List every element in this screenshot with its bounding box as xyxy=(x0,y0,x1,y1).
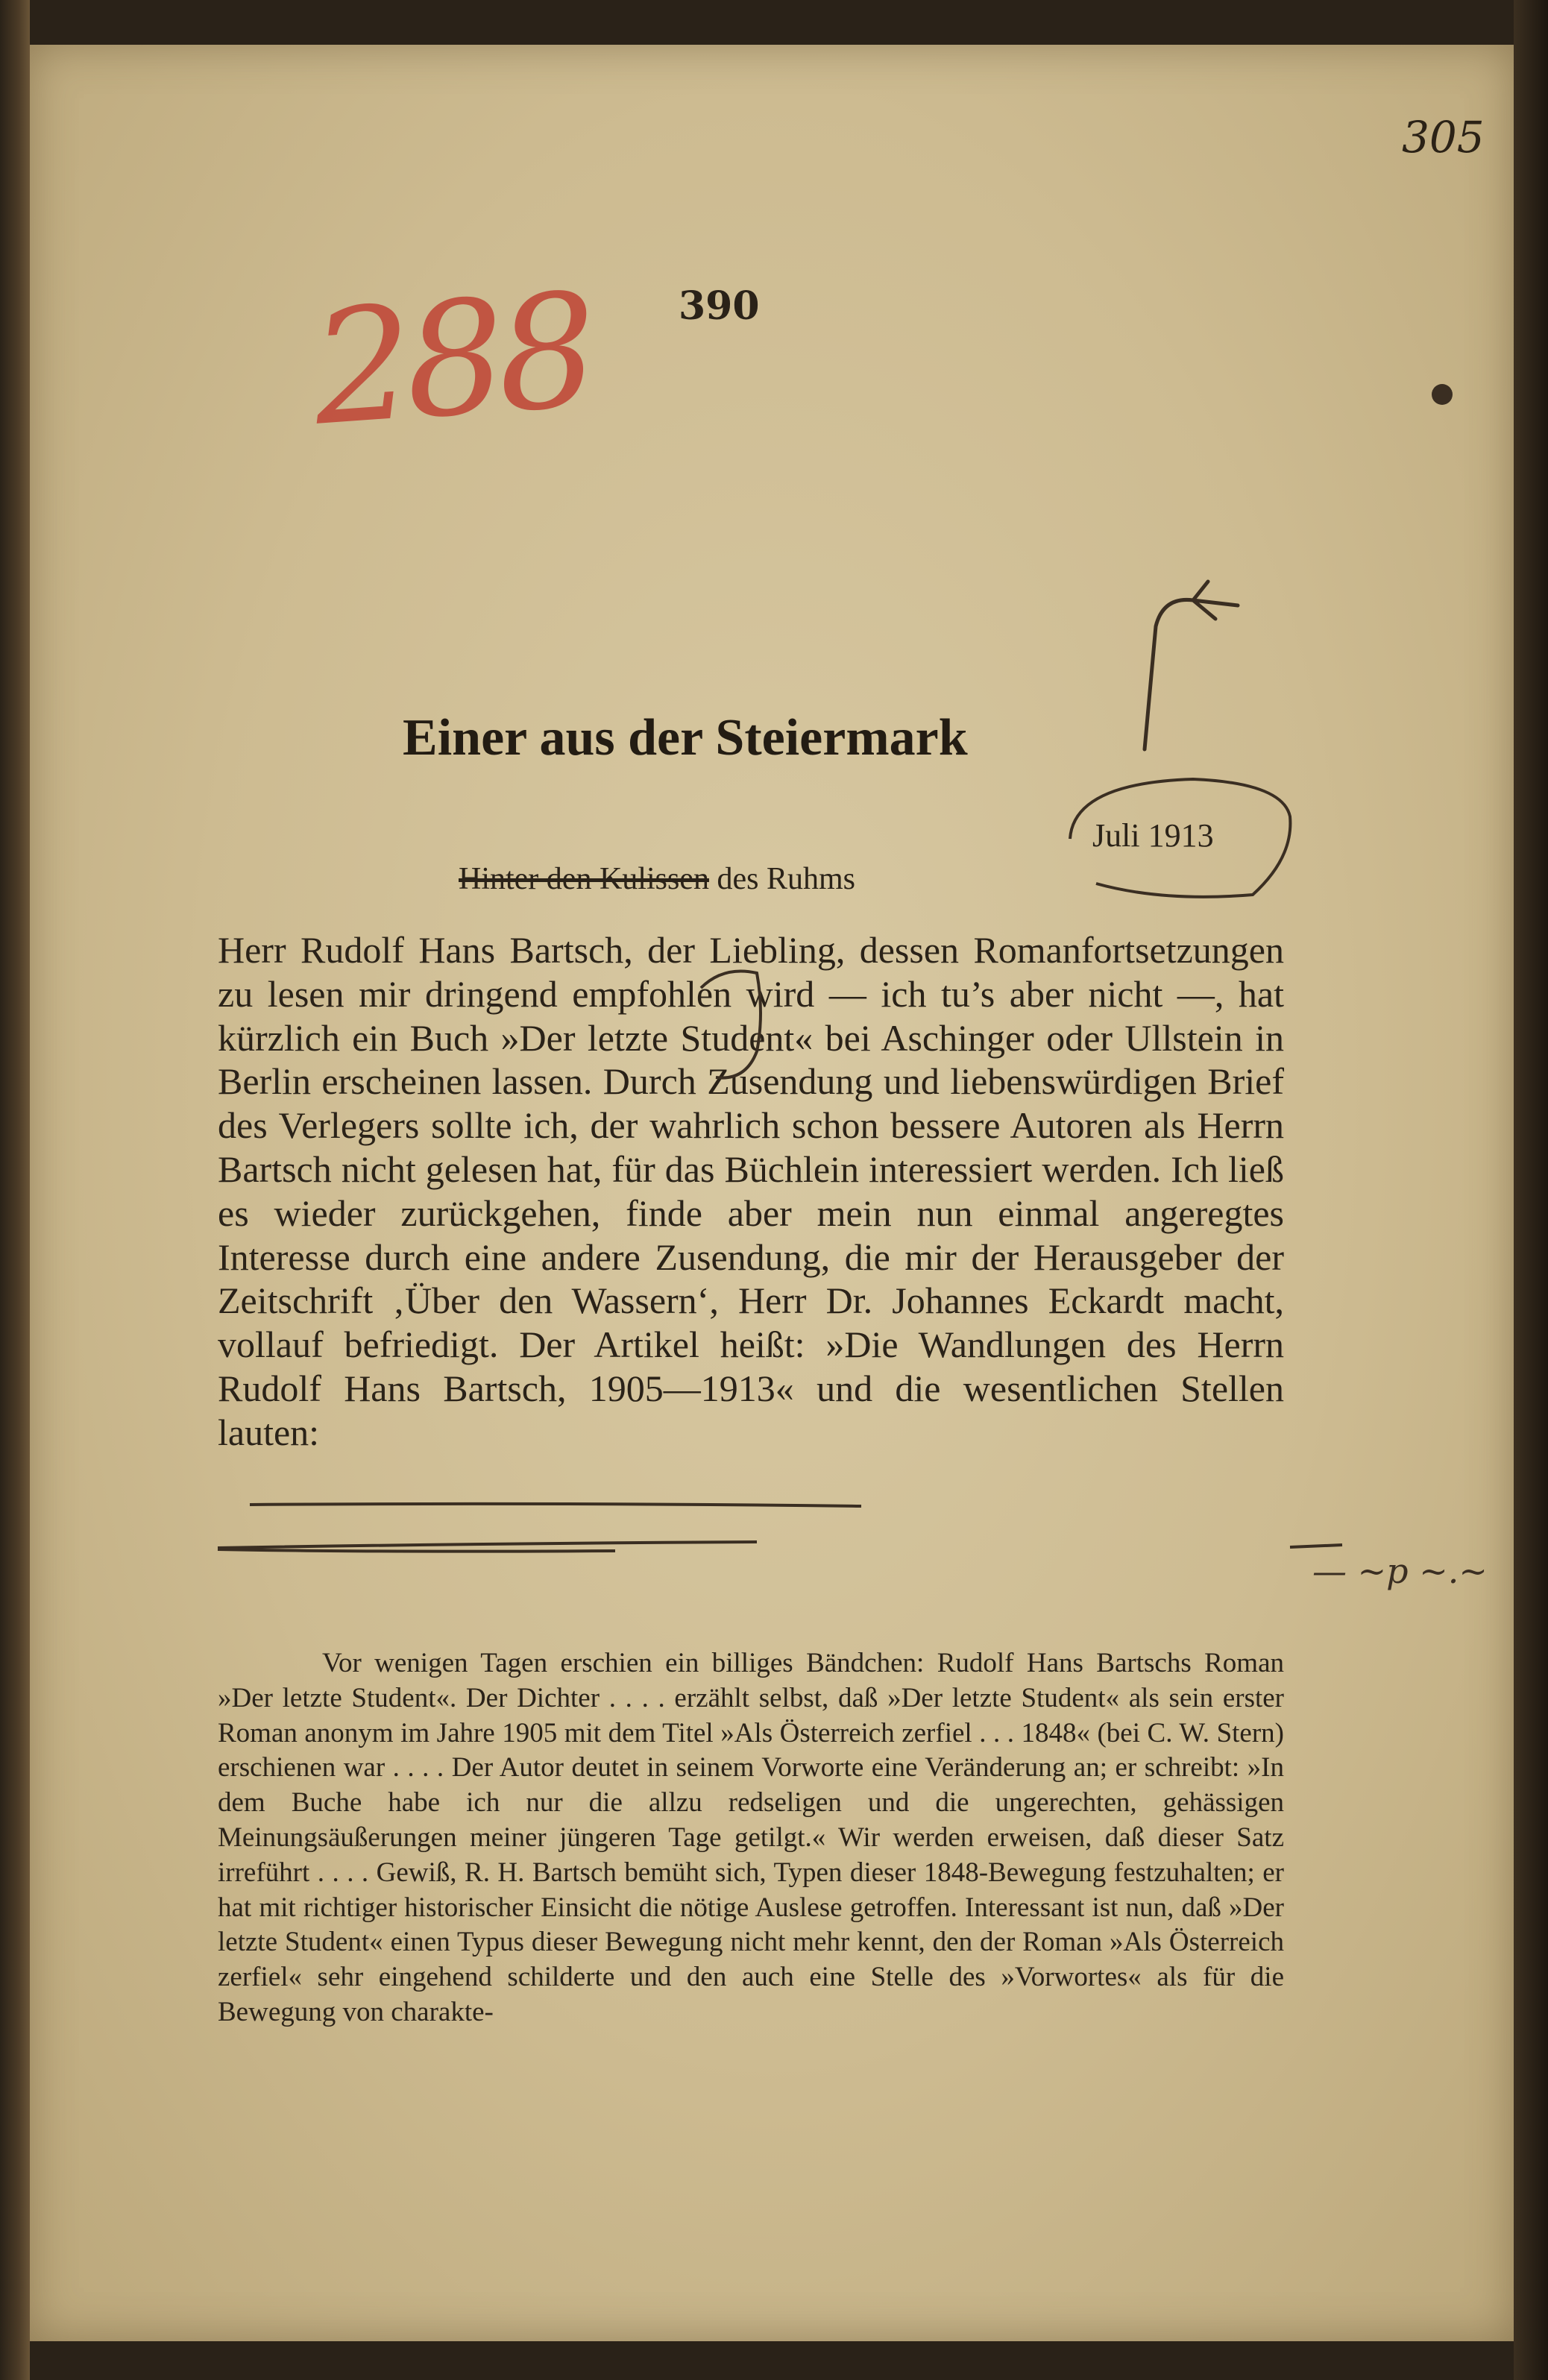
page-edge xyxy=(1514,0,1548,2380)
margin-note: — ~p ~.~ xyxy=(1312,1551,1488,1591)
pencil-annotations xyxy=(30,45,1514,2341)
underline-2 xyxy=(218,1542,757,1548)
page-number-handwritten: 305 xyxy=(1402,112,1485,163)
document-page xyxy=(30,45,1514,2341)
underline-1 xyxy=(250,1504,861,1506)
article-body: Herr Rudolf Hans Bartsch, der Liebling, dessen Romanfortsetzungen zu lesen mir dringend empfohlen wird — ich tu’s aber nicht —, hat kürzlich ein Buch »Der letzte Student« bei Aschinger oder Ullstein in Berlin erscheinen lassen. Durch Zusendung und liebenswürdigen Brief des Verlegers sollte ich, der wahrlich schon bessere Autoren als Herrn Bartsch nicht gelesen hat, für das Büchlein interessiert werden. Ich ließ es wieder zurückgehen, finde aber mein nun einmal angeregtes Interesse durch eine andere Zusendung, die mir der Herausgeber der Zeitschrift ‚Über den Wassern‘, Herr Dr. Johannes Eckardt macht, vollauf befriedigt. Der Artikel heißt: »Die Wandlungen des Herrn Rudolf Hans Bartsch, 1905—1913« und die wesentlichen Stellen lauten: xyxy=(218,929,1284,1453)
text-circle xyxy=(701,972,761,1078)
subtitle-struck-text: Hinter den Kulissen xyxy=(459,862,709,896)
page-number-printed: 390 xyxy=(679,283,760,329)
red-pencil-folio: 288 xyxy=(306,259,596,461)
bracket-mark xyxy=(1145,582,1238,749)
subtitle-rest-text: des Ruhms xyxy=(708,862,855,896)
book-spine xyxy=(0,0,30,2380)
margin-dash xyxy=(1290,1545,1342,1547)
underline-3 xyxy=(218,1549,615,1552)
article-title: Einer aus der Steiermark xyxy=(403,709,968,766)
date-annotation: Juli 1913 xyxy=(1092,817,1214,854)
date-circle xyxy=(1070,779,1290,897)
article-quote: Vor wenigen Tagen erschien ein billiges Bändchen: Rudolf Hans Bartschs Roman »Der letzte Student«. Der Dichter . . . . erzählt selbst, daß »Der letzte Student« als sein erster Roman anonym im Jahre 1905 mit dem Titel »Als Österreich zerfiel . . . 1848« (bei C. W. Stern) erschienen war . . . . Der Autor deutet in seinem Vorworte eine Veränderung an; er schreibt: »In dem Buche habe ich nur die allzu redseligen und die ungerechten, gehässigen Meinungsäußerungen meiner jüngeren Tage getilgt.« Wir werden erweisen, daß dieser Satz irreführt . . . . Gewiß, R. H. Bartsch bemüht sich, Typen dieser 1848-Bewegung festzuhalten; er hat mit richtiger historischer Einsicht die nötige Auslese getroffen. Interessant ist nun, daß »Der letzte Student« einen Typus dieser Bewegung nicht mehr kennt, den der Roman »Als Österreich zerfiel« sehr eingehend schilderte und den auch eine Stelle des »Vorwortes« als für die Bewegung von charakte- xyxy=(218,1648,1284,2027)
